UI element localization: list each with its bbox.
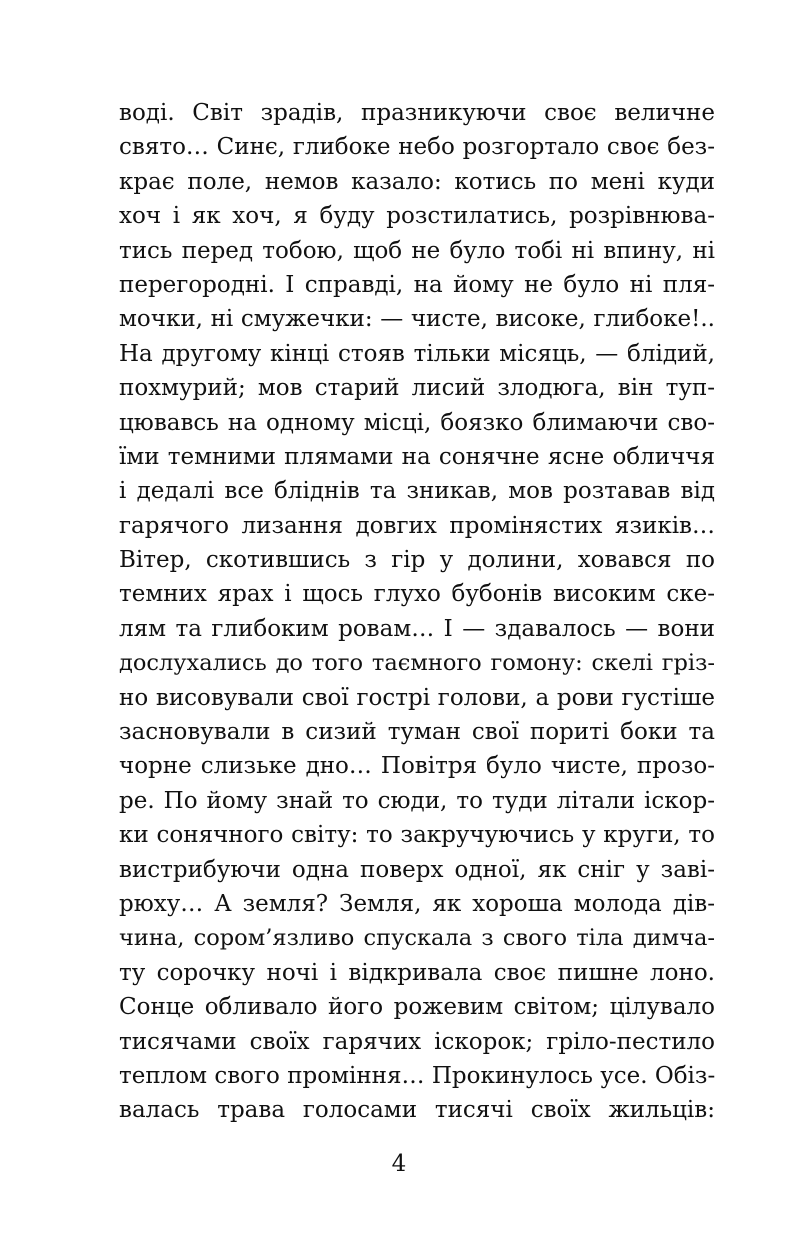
- text-line-6: перегородні. І справді, на йому не було ні пля-: [119, 271, 715, 298]
- text-line-29: теплом свого проміння… Прокинулось усе. Обiз-: [119, 1062, 716, 1089]
- text-line-27: Сонце обливало його рожевим світом; цілувало: [119, 994, 715, 1021]
- text-line-24: рюху… А земля? Земля, як хороша молода дів-: [119, 890, 715, 917]
- page-number: 4: [391, 1151, 407, 1177]
- text-line-8: На другому кінці стояв тільки місяць, — блідий,: [119, 340, 715, 367]
- text-line-25: чина, сором’язливо спускала з свого тіла димча-: [119, 925, 715, 952]
- text-line-3: крає поле, немов казало: котись по мені куди: [119, 168, 715, 195]
- text-line-7: мочки, ні смужечки: — чисте, високе, глибоке!..: [119, 306, 715, 333]
- text-line-4: хоч і як хоч, я буду розстилатись, розрівнюва-: [119, 203, 715, 230]
- text-line-14: Вітер, скотившись з гір у долини, ховався по: [119, 547, 715, 574]
- text-line-1: воді. Світ зрадів, празникуючи своє величне: [119, 100, 715, 126]
- text-line-2: свято… Синє, глибоке небо розгортало своє без-: [119, 134, 715, 161]
- text-line-15: темних ярах і щось глухо бубонів високим ске-: [119, 581, 715, 608]
- text-line-10: цювавсь на одному місці, боязко блимаючи сво-: [119, 409, 715, 436]
- text-line-17: дослухались до того таємного гомону: скелі грiз-: [119, 650, 715, 677]
- text-line-5: тись перед тобою, щоб не було тобі ні впину, ні: [119, 237, 715, 264]
- text-line-20: чорне слизьке дно… Повітря було чисте, прозо-: [119, 753, 715, 780]
- text-line-9: похмурий; мов старий лисий злодюга, він туп-: [119, 375, 715, 402]
- text-line-22: ки сонячного світу: то закручуючись у круги, то: [119, 822, 715, 849]
- text-line-21: ре. По йому знай то сюди, то туди літали іскор-: [119, 787, 715, 814]
- page-body-text: [119, 96, 715, 1128]
- text-line-23: вистрибуючи одна поверх одної, як сніг у заві-: [119, 856, 715, 883]
- text-line-26: ту сорочку ночі і відкривала своє пишне лоно.: [119, 959, 715, 986]
- text-line-30: валась трава голосами тисячі своїх жильців:: [119, 1097, 715, 1124]
- text-line-16: лям та глибоким ровам… І — здавалось — вони: [119, 615, 715, 642]
- text-line-19: засновували в сизий туман свої пориті боки та: [119, 719, 715, 746]
- text-line-12: і дедалі все блiднiв та зникав, мов розтавав від: [119, 478, 715, 505]
- text-line-18: но висовували свої гострі голови, а рови густіше: [119, 684, 715, 711]
- text-line-11: їми темними плямами на сонячне ясне обличчя: [119, 443, 715, 470]
- text-line-13: гарячого лизання довгих проміняcтих язиків…: [119, 512, 715, 539]
- text-line-28: тисячами своїх гарячих іскорок; гріло-пестило: [119, 1028, 715, 1055]
